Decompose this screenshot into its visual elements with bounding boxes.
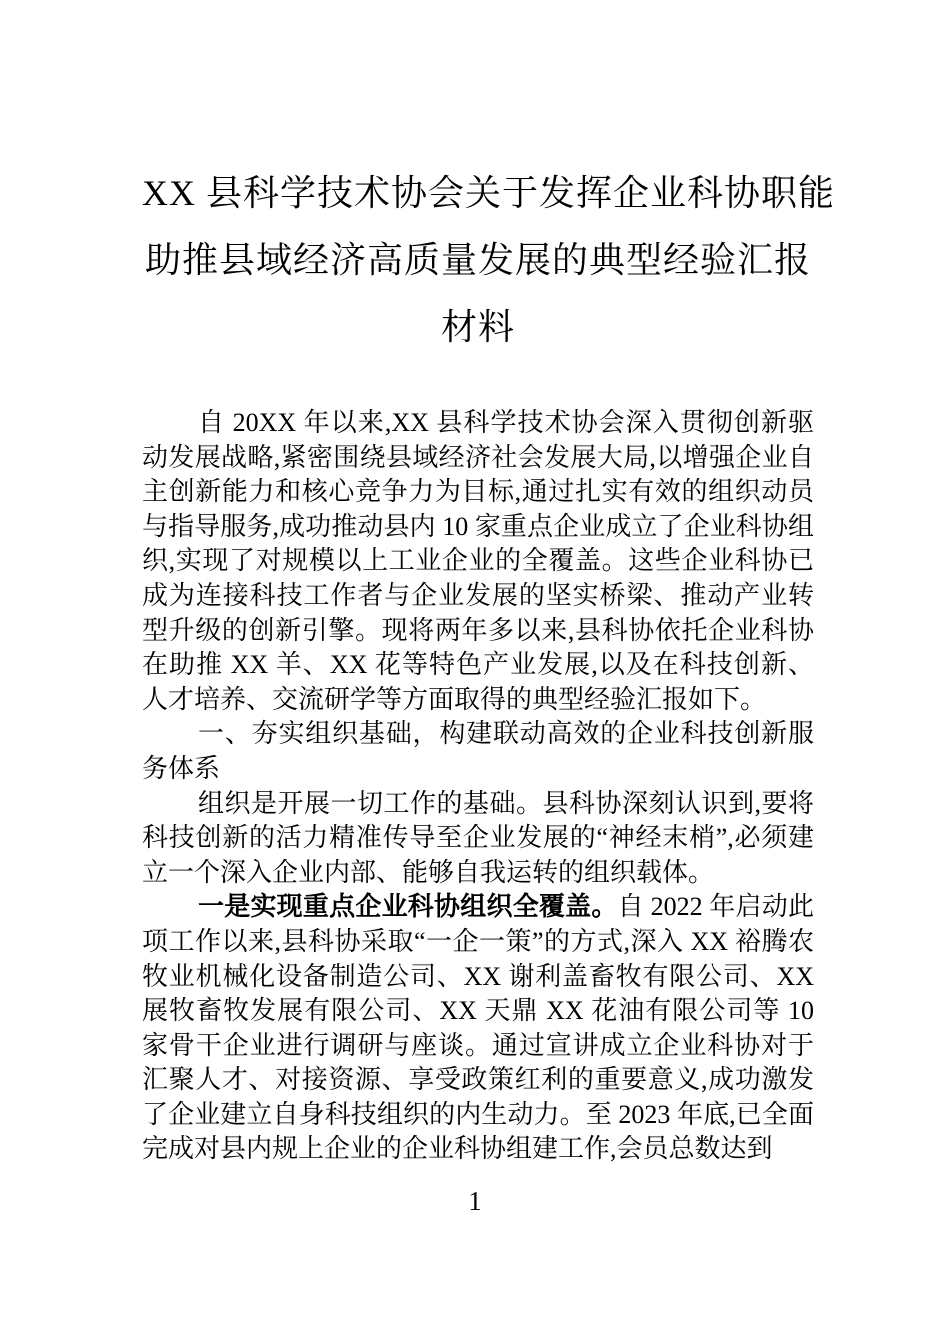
document-title (142, 160, 835, 361)
paragraph-intro: 自 20XX 年以来,XX 县科学技术协会深入贯彻创新驱动发展战略,紧密围绕县域经济社会发展大局,以增强企业自主创新能力和核心竞争力为目标,通过扎实有效的组织动员与指导服务,成功推动县内 10 家重点企业成立了企业科协组织,实现了对规模以上工业企业的全覆盖。这些企业科协已成为连接科技工作者与企业发展的坚实桥梁、推动产业转型升级的创新引擎。现将两年多以来,县科协依托企业科协在助推 XX 羊、XX 花等特色产业发展,以及在科技创新、人才培养、交流研学等方面取得的典型经验汇报如下。 (142, 408, 814, 714)
paragraph-coverage-bold-lead: 一是实现重点企业科协组织全覆盖。 (198, 892, 618, 922)
document-title-line-3: 材料 (440, 307, 515, 347)
paragraph-organization-basis: 组织是开展一切工作的基础。县科协深刻认识到,要将科技创新的活力精准传导至企业发展的“神经末梢”,必须建立一个深入企业内部、能够自我运转的组织载体。 (142, 788, 814, 887)
document-title-line-1: XX 县科学技术协会关于发挥企业科协职能 (142, 173, 835, 213)
section-heading-1: 一、夯实组织基础，构建联动高效的企业科技创新服务体系 (142, 719, 814, 783)
document-title-line-2: 助推县域经济高质量发展的典型经验汇报 (144, 240, 811, 280)
paragraph-coverage (142, 890, 814, 1167)
document-body (142, 406, 814, 1167)
page-number-footer: 1 (468, 1186, 482, 1216)
paragraph-coverage-rest: 自 2022 年启动此项工作以来,县科协采取“一企一策”的方式,深入 XX 裕腾农牧业机械化设备制造公司、XX 谢利盖畜牧有限公司、XX 展牧畜牧发展有限公司、XX 天鼎 XX 花油有限公司等 10 家骨干企业进行调研与座谈。通过宣讲成立企业科协对于汇聚人才、对接资源、享受政策红利的重要意义,成功激发了企业建立自身科技组织的内生动力。至 2023 年底,已全面完成对县内规上企业的企业科协组建工作,会员总数达到 (142, 892, 814, 1164)
